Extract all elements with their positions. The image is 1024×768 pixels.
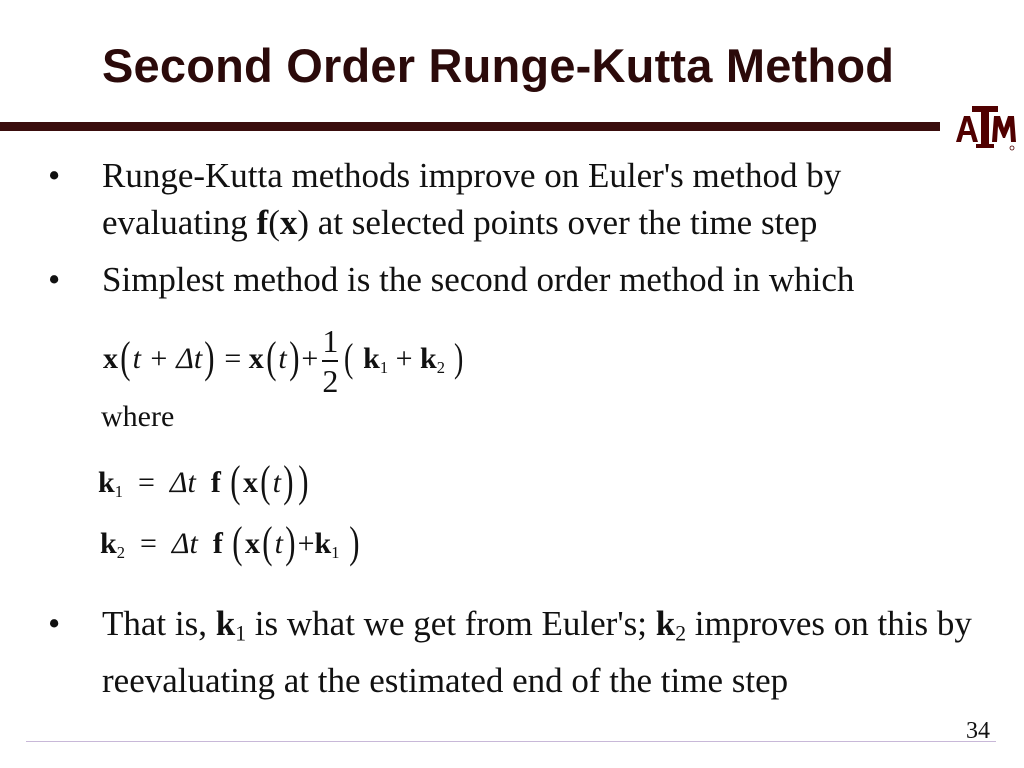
where-label: where — [101, 400, 175, 433]
slide-title: Second Order Runge-Kutta Method — [102, 39, 895, 92]
rk2-update-equation: x(t + Δt) = x(t)+ $\frac{1}{2}$ ( k1 + k2 ) — [103, 323, 464, 399]
bullet-dot: • — [48, 604, 61, 643]
bullet-dot: • — [48, 156, 61, 195]
k2-equation: k2 = Δt f (x(t)+k1 ) — [100, 518, 360, 567]
bullet-text: That is, $k_1$ is what we get from Euler's; $k_2$ improves on this by reevaluating at the estimated end of the time step — [102, 604, 972, 701]
bullet-text: Runge-Kutta methods improve on Euler's method by evaluating f(x) at selected points over the time step — [102, 156, 842, 242]
one-half-fraction: $\frac{1}{2}$ — [322, 323, 339, 399]
page-number: 34 — [966, 718, 990, 744]
atm-logo-icon — [954, 102, 1016, 152]
title-divider — [0, 122, 940, 131]
bullet-dot: • — [48, 260, 61, 299]
footer-divider — [26, 741, 996, 742]
bullet-text: Simplest method is the second order method in which — [102, 260, 855, 299]
k1-equation: k1 = Δt f (x(t)) — [98, 457, 309, 506]
